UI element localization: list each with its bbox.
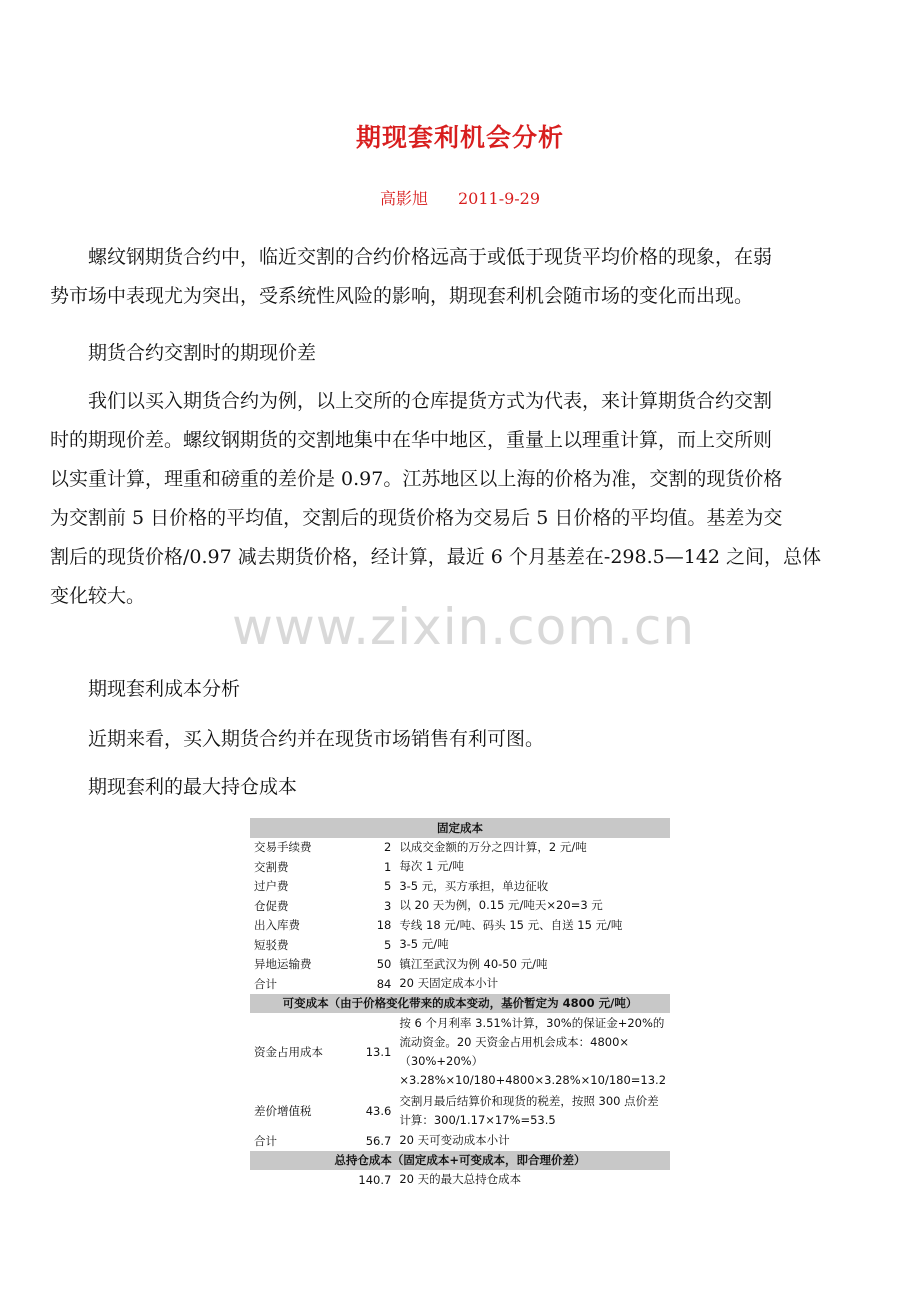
row-item: 短驳费 (254, 937, 289, 952)
intro-paragraph (50, 238, 878, 316)
row-value: 13.1 (365, 1045, 392, 1059)
body-line-3: 以实重计算，理重和磅重的差价是 0.97。江苏地区以上海的价格为准，交割的现货价格 (50, 468, 783, 490)
table-row (250, 1091, 670, 1131)
row-item: 异地运输费 (254, 957, 312, 972)
row-value: 18 (376, 918, 392, 933)
row-value: 43.6 (365, 1104, 392, 1118)
intro-line-1: 螺纹钢期货合约中，临近交割的合约价格远高于或低于现货平均价格的现象，在弱 (88, 246, 773, 268)
row-value: 5 (384, 879, 392, 894)
table-row (250, 935, 670, 955)
body-line-4: 为交割前 5 日价格的平均值，交割后的现货价格为交易后 5 日价格的平均值。基差为交 (50, 507, 783, 529)
cost-table (250, 818, 670, 1190)
variable-cost-header-row (250, 994, 670, 1014)
recent-paragraph: 近期来看，买入期货合约并在现货市场销售有利可图。 (88, 728, 545, 750)
date: 2011-9-29 (457, 189, 541, 208)
table-row (250, 1013, 670, 1091)
row-desc: 20 天可变动成本小计 (399, 1133, 510, 1148)
row-value: 5 (384, 937, 392, 952)
row-desc: 每次 1 元/吨 (399, 859, 464, 874)
row-desc: 镇江至武汉为例 40-50 元/吨 (399, 956, 548, 971)
section-heading-3: 期现套利的最大持仓成本 (88, 776, 298, 798)
row-value: 1 (384, 859, 392, 874)
row-desc: 以成交金额的万分之四计算，2 元/吨 (399, 839, 587, 854)
row-value: 2 (384, 840, 392, 855)
body-paragraph (50, 382, 878, 616)
table-row (250, 857, 670, 877)
row-item: 过户费 (254, 879, 289, 894)
row-value: 140.7 (358, 1172, 392, 1187)
total-cost-header-row (250, 1151, 670, 1171)
row-item: 出入库费 (254, 918, 300, 933)
intro-line-2: 势市场中表现尤为突出，受系统性风险的影响，期现套利机会随市场的变化而出现。 (50, 285, 754, 307)
document-title: 期现套利机会分析 (355, 123, 564, 152)
row-desc: 20 天固定成本小计 (399, 976, 499, 991)
row-desc: 以 20 天为例，0.15 元/吨天×20=3 元 (399, 898, 603, 913)
table-row (250, 1170, 670, 1190)
author: 高影旭 (379, 189, 428, 208)
table-row (250, 955, 670, 975)
row-desc: 按 6 个月利率 3.51%计算，30%的保证金+20%的流动资金。20 天资金占用机会成本：4800×（30%+20%）×3.28%×10/180+4800×3.28%×10/180=13.2 (399, 1016, 667, 1087)
table-row (250, 838, 670, 858)
body-line-1: 我们以买入期货合约为例，以上交所的仓库提货方式为代表，来计算期货合约交割 (88, 390, 773, 412)
row-item: 仓促费 (254, 898, 289, 913)
body-line-2: 时的期现价差。螺纹钢期货的交割地集中在华中地区，重量上以理重计算，而上交所则 (50, 429, 773, 451)
table-row (250, 896, 670, 916)
table-row (250, 1131, 670, 1151)
row-value: 50 (376, 957, 392, 972)
row-item: 资金占用成本 (254, 1045, 323, 1059)
row-desc: 3-5 元/吨 (399, 937, 449, 952)
table-row (250, 877, 670, 897)
row-desc: 专线 18 元/吨、码头 15 元、自送 15 元/吨 (399, 917, 623, 932)
row-desc: 20 天的最大总持仓成本 (399, 1172, 522, 1187)
row-value: 84 (376, 976, 392, 991)
variable-cost-header: 可变成本（由于价格变化带来的成本变动，基价暂定为 4800 元/吨） (250, 994, 670, 1014)
total-cost-header: 总持仓成本（固定成本+可变成本，即合理价差） (250, 1151, 670, 1171)
row-item: 合计 (254, 1133, 277, 1148)
row-item (250, 1170, 341, 1190)
row-desc: 3-5 元，买方承担，单边征收 (399, 878, 549, 893)
table-row (250, 916, 670, 936)
row-desc: 交割月最后结算价和现货的税差，按照 300 点价差计算：300/1.17×17%=53.5 (399, 1094, 659, 1127)
section-heading-1: 期货合约交割时的期现价差 (88, 342, 317, 364)
row-item: 差价增值税 (254, 1104, 312, 1118)
body-line-5: 割后的现货价格/0.97 减去期货价格，经计算，最近 6 个月基差在-298.5—142 之间，总体 (50, 546, 822, 568)
body-line-6: 变化较大。 (50, 585, 146, 607)
fixed-cost-header: 固定成本 (250, 818, 670, 838)
fixed-cost-header-row (250, 818, 670, 838)
section-heading-2: 期现套利成本分析 (88, 678, 241, 700)
row-item: 交易手续费 (254, 840, 312, 855)
byline (0, 186, 920, 209)
watermark: www.zixin.com.cn (232, 598, 696, 656)
row-item: 交割费 (254, 859, 289, 874)
row-value: 56.7 (365, 1133, 392, 1148)
row-value: 3 (384, 898, 392, 913)
table-row (250, 974, 670, 994)
row-item: 合计 (254, 976, 277, 991)
